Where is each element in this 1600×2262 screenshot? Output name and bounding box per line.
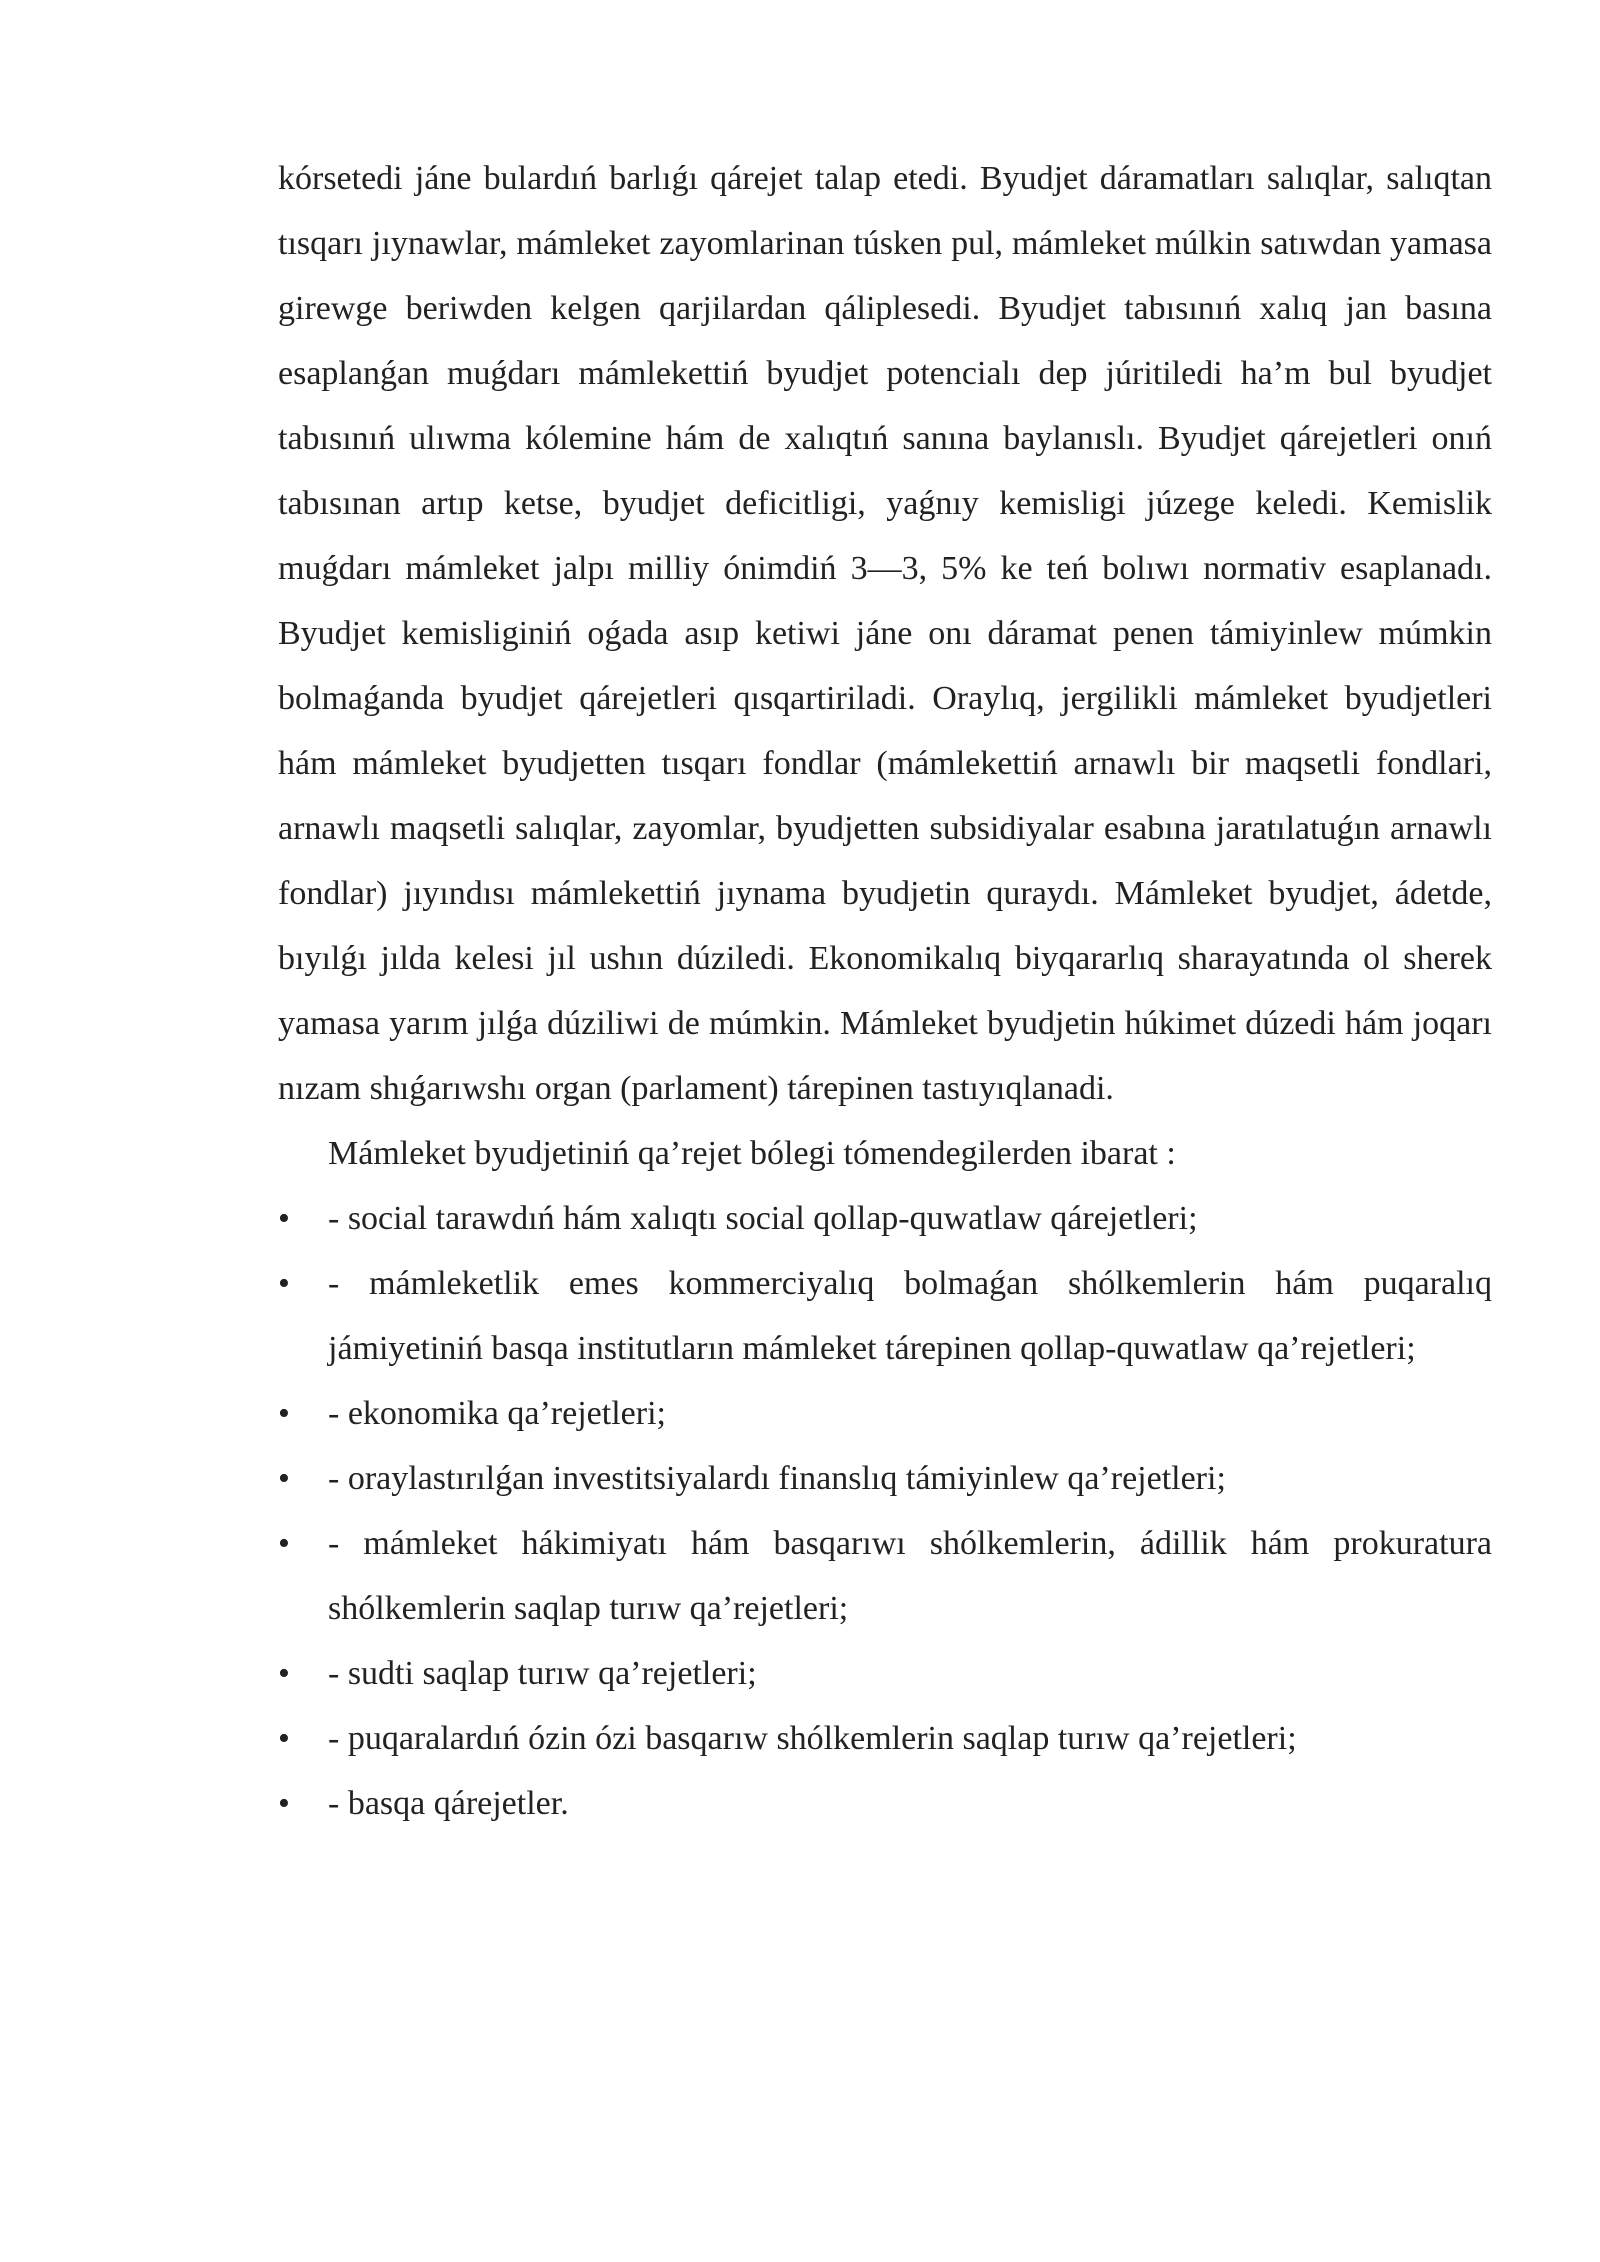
expense-list [278, 1186, 1492, 1836]
list-item [278, 1511, 1492, 1641]
document-page [278, 146, 1492, 1836]
list-item-text: - ekonomika qa’rejetleri; [328, 1395, 666, 1432]
list-item [278, 1641, 1492, 1706]
body-paragraph: kórsetedi jáne bulardıń barlıǵı qárejet talap etedi. Byudjet dáramatları salıqlar, salıqtan tısqarı jıynawlar, mámleket zayomlarinan túsken pul, mámleket múlkin satıwdan yamasa girewge beriwden kelgen qarjilardan qáliplesedi. Byudjet tabısınıń xalıq jan basına esaplanǵan muǵdarı mámlekettiń byudjet potencialı dep júritiledi ha’m bul byudjet tabısınıń ulıwma kólemine hám de xalıqtıń sanına baylanıslı. Byudjet qárejetleri onıń tabısınan artıp ketse, byudjet deficitligi, yaǵnıy kemisligi júzege keledi. Kemislik muǵdarı mámleket jalpı milliy ónimdiń 3—3, 5% ke teń bolıwı normativ esaplanadı. Byudjet kemisliginiń oǵada asıp ketiwi jáne onı dáramat penen támiyinlew múmkin bolmaǵanda byudjet qárejetleri qısqartiriladi. Oraylıq, jergilikli mámleket byudjetleri hám mámleket byudjetten tısqarı fondlar (mámlekettiń arnawlı bir maqsetli fondlari, arnawlı maqsetli salıqlar, zayomlar, byudjetten subsidiyalar esabına jaratılatuǵın arnawlı fondlar) jıyındısı mámlekettiń jıynama byudjetin quraydı. Mámleket byudjet, ádetde, bıyılǵı jılda kelesi jıl ushın dúziledi. Ekonomikalıq biyqararlıq sharayatında ol sherek yamasa yarım jılǵa dúziliwi de múmkin. Mámleket byudjetin húkimet dúzedi hám joqarı nızam shıǵarıwshı organ (parlament) tárepinen tastıyıqlanadi. [278, 160, 1492, 1107]
list-item-text: - basqa qárejetler. [328, 1785, 569, 1822]
list-item-text: - sudti saqlap turıw qa’rejetleri; [328, 1655, 757, 1692]
list-item-text: - mámleket hákimiyatı hám basqarıwı shólkemlerin, ádillik hám prokuratura shólkemlerin saqlap turıw qa’rejetleri; [328, 1525, 1492, 1627]
bullet-icon: • [278, 1720, 290, 1757]
list-item-text: - oraylastırılǵan investitsiyalardı finanslıq támiyinlew qa’rejetleri; [328, 1460, 1226, 1497]
bullet-icon: • [278, 1460, 290, 1497]
list-item-text: - mámleketlik emes kommerciyalıq bolmaǵan shólkemlerin hám puqaralıq jámiyetiniń basqa institutların mámleket tárepinen qollap-quwatlaw qa’rejetleri; [328, 1265, 1492, 1367]
bullet-icon: • [278, 1785, 290, 1822]
bullet-icon: • [278, 1655, 290, 1692]
bullet-icon: • [278, 1395, 290, 1432]
list-intro-paragraph: Mámleket byudjetiniń qa’rejet bólegi tómendegilerden ibarat : [328, 1135, 1176, 1172]
bullet-icon: • [278, 1200, 290, 1237]
list-item-text: - social tarawdıń hám xalıqtı social qollap-quwatlaw qárejetleri; [328, 1200, 1198, 1237]
list-item-text: - puqaralardıń ózin ózi basqarıw shólkemlerin saqlap turıw qa’rejetleri; [328, 1720, 1297, 1757]
list-item [278, 1186, 1492, 1251]
list-item [278, 1446, 1492, 1511]
list-item [278, 1706, 1492, 1771]
bullet-icon: • [278, 1525, 290, 1562]
list-item [278, 1381, 1492, 1446]
list-item [278, 1251, 1492, 1381]
bullet-icon: • [278, 1265, 290, 1302]
list-item [278, 1771, 1492, 1836]
